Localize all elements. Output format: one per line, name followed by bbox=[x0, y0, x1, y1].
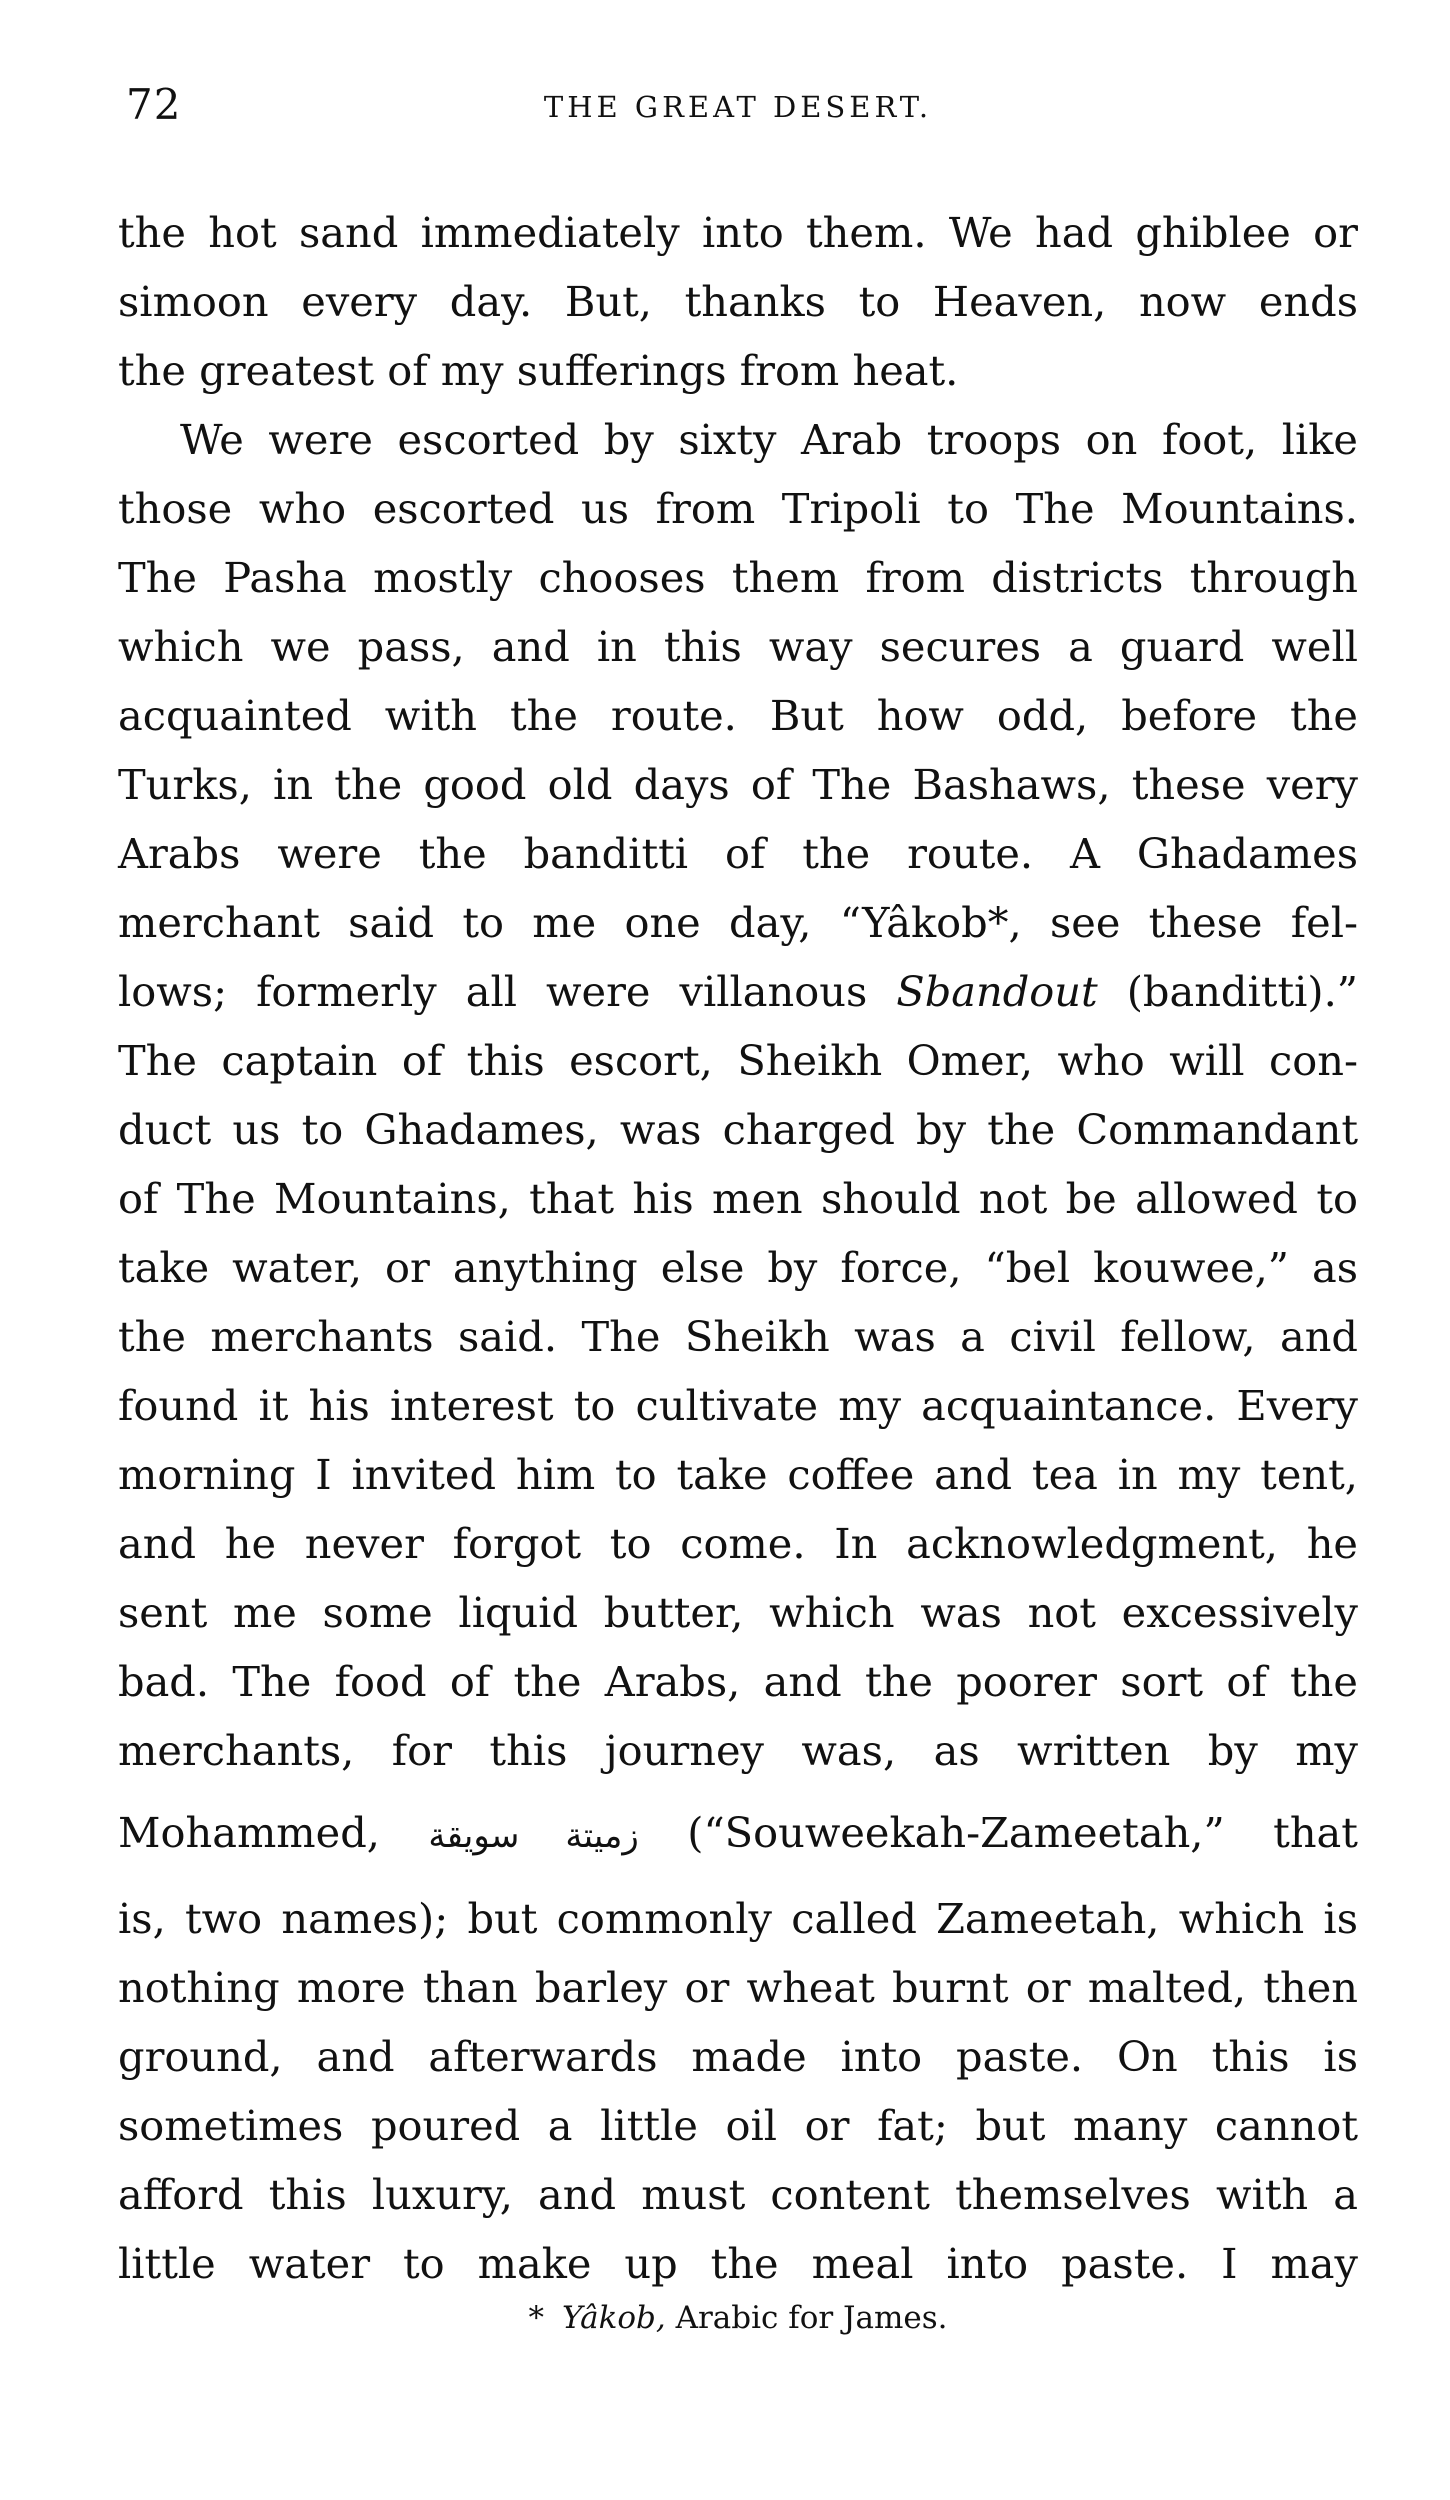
text-line: the hot sand immediately into them. We had ghiblee or bbox=[118, 208, 1358, 257]
text-line-with-arabic bbox=[118, 1785, 1358, 1884]
text-line: acquainted with the route. But how odd, before the bbox=[118, 691, 1358, 740]
italic-term: Sbandout bbox=[896, 967, 1098, 1016]
page-header bbox=[118, 80, 1358, 140]
text-line: and he never forgot to come. In acknowledgment, he bbox=[118, 1519, 1358, 1568]
body-text bbox=[118, 198, 1358, 2298]
text-fragment: Mohammed, bbox=[118, 1808, 380, 1857]
book-page bbox=[118, 80, 1358, 2460]
page-number: 72 bbox=[126, 80, 182, 129]
text-fragment: (“Souweekah-Zameetah,” that bbox=[687, 1808, 1358, 1857]
text-line: sent me some liquid butter, which was not excessively bbox=[118, 1588, 1358, 1637]
text-line: the greatest of my sufferings from heat. bbox=[118, 346, 959, 395]
text-line: those who escorted us from Tripoli to The Mountains. bbox=[118, 484, 1358, 533]
text-line: sometimes poured a little oil or fat; but many cannot bbox=[118, 2101, 1358, 2150]
text-line: merchant said to me one day, “Yâkob*, see these fel- bbox=[118, 898, 1358, 947]
text-line: simoon every day. But, thanks to Heaven, now ends bbox=[118, 277, 1358, 326]
text-line: duct us to Ghadames, was charged by the Commandant bbox=[118, 1105, 1358, 1154]
text-line: The Pasha mostly chooses them from districts through bbox=[118, 553, 1358, 602]
text-line: little water to make up the meal into paste. I may bbox=[118, 2239, 1358, 2288]
text-line: Turks, in the good old days of The Bashaws, these very bbox=[118, 760, 1358, 809]
text-line: bad. The food of the Arabs, and the poorer sort of the bbox=[118, 1657, 1358, 1706]
footnote-term: Yâkob, bbox=[562, 2300, 666, 2336]
running-head: THE GREAT DESERT. bbox=[543, 90, 933, 124]
paragraph-2 bbox=[118, 405, 1358, 2298]
paragraph-1 bbox=[118, 198, 1358, 405]
text-line: afford this luxury, and must content themselves with a bbox=[118, 2170, 1358, 2219]
text-fragment: lows; formerly all were villanous bbox=[118, 967, 868, 1016]
text-line: of The Mountains, that his men should not be allowed to bbox=[118, 1174, 1358, 1223]
text-fragment: (banditti).” bbox=[1126, 967, 1358, 1016]
text-line-with-italic bbox=[118, 957, 1358, 1026]
text-line: merchants, for this journey was, as written by my bbox=[118, 1726, 1358, 1775]
text-line: The captain of this escort, Sheikh Omer, who will con- bbox=[118, 1036, 1358, 1085]
text-line: Arabs were the banditti of the route. A Ghadames bbox=[118, 829, 1358, 878]
text-line: nothing more than barley or wheat burnt or malted, then bbox=[118, 1963, 1358, 2012]
text-line: which we pass, and in this way secures a guard well bbox=[118, 622, 1358, 671]
text-line: is, two names); but commonly called Zameetah, which is bbox=[118, 1894, 1358, 1943]
text-line: morning I invited him to take coffee and tea in my tent, bbox=[118, 1450, 1358, 1499]
text-line: take water, or anything else by force, “bel kouwee,” as bbox=[118, 1243, 1358, 1292]
text-line: found it his interest to cultivate my acquaintance. Every bbox=[118, 1381, 1358, 1430]
footnote-text: Arabic for James. bbox=[675, 2300, 948, 2336]
text-line: We were escorted by sixty Arab troops on foot, like bbox=[180, 415, 1358, 464]
arabic-words: زميتة سويقة bbox=[428, 1816, 639, 1856]
text-line: the merchants said. The Sheikh was a civil fellow, and bbox=[118, 1312, 1358, 1361]
text-line: ground, and afterwards made into paste. On this is bbox=[118, 2032, 1358, 2081]
footnote-mark: * bbox=[528, 2300, 545, 2336]
footnote bbox=[118, 2300, 1358, 2336]
